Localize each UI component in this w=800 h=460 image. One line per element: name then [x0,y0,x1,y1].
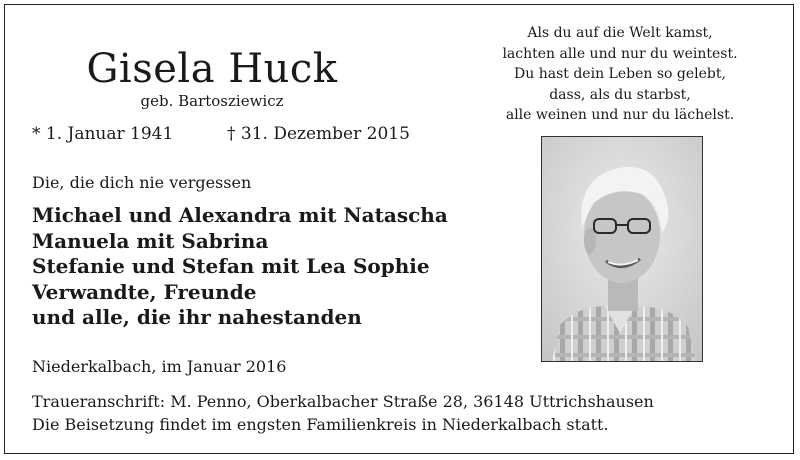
poem-line: Du hast dein Leben so gelebt, [514,66,726,83]
funeral-note: Die Beisetzung findet im engsten Familienkreis in Niederkalbach statt. [32,415,609,434]
mourner-line: und alle, die ihr nahestanden [32,305,362,329]
poem-line: dass, als du starbst, [549,86,691,103]
condolence-address: Traueranschrift: M. Penno, Oberkalbacher Straße 28, 36148 Uttrichshausen [32,392,654,411]
portrait-photo [541,136,703,362]
poem-line: Als du auf die Welt kamst, [527,25,713,41]
mourner-line: Michael und Alexandra mit Natascha [32,203,448,227]
mourners-intro: Die, die dich nie vergessen [32,173,252,192]
deceased-name: Gisela Huck [86,46,338,92]
birth-date: * 1. Januar 1941 [32,124,174,144]
poem [470,23,770,126]
death-date: † 31. Dezember 2015 [227,124,410,144]
maiden-name: geb. Bartosziewicz [140,92,284,110]
place-date: Niederkalbach, im Januar 2016 [32,357,287,376]
mourners-list [32,203,448,331]
poem-line: lachten alle und nur du weintest. [502,45,738,62]
mourner-line: Verwandte, Freunde [32,279,257,304]
mourner-line: Manuela mit Sabrina [32,228,269,253]
poem-line: alle weinen und nur du lächelst. [505,107,735,124]
mourner-line: Stefanie und Stefan mit Lea Sophie [32,254,430,278]
